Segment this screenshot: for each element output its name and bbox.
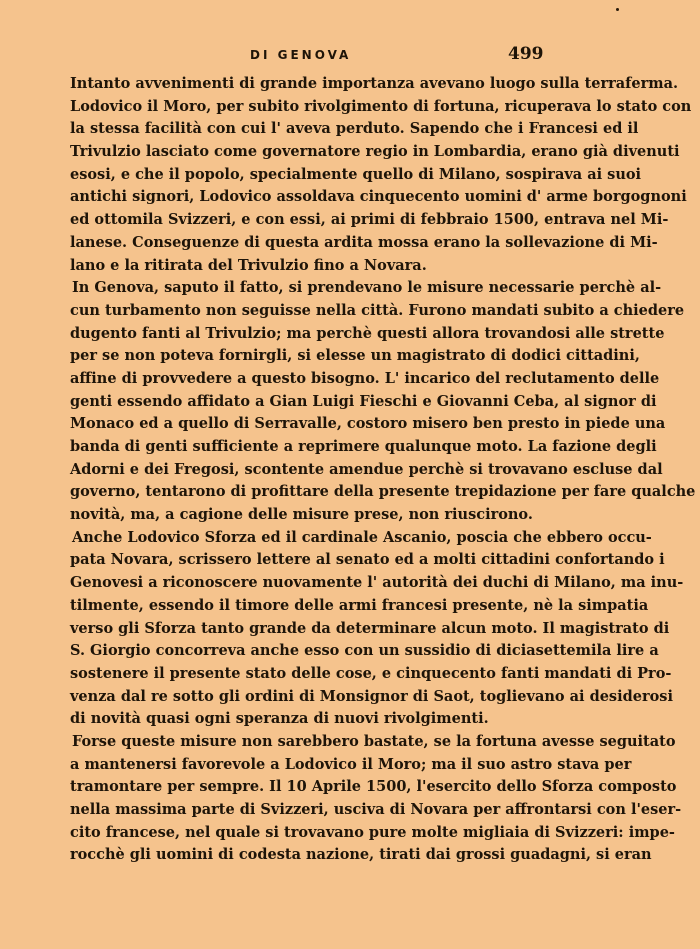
text-line: Trivulzio lasciato come governatore regio in Lombardia, erano già divenuti — [70, 143, 680, 161]
text-line: affine di provvedere a questo bisogno. L' incarico del reclutamento delle — [70, 369, 660, 387]
text-line: a mantenersi favorevole a Lodovico il Moro; ma il suo astro stava per — [70, 755, 632, 773]
page-header — [0, 44, 700, 68]
text-line: tilmente, essendo il timore delle armi francesi presente, nè la simpatia — [70, 596, 649, 614]
text-line: novità, ma, a cagione delle misure prese, non riuscirono. — [70, 506, 533, 524]
text-line: tramontare per sempre. Il 10 Aprile 1500, l'esercito dello Sforza composto — [70, 778, 677, 796]
ink-speck — [616, 8, 619, 11]
text-line: cito francese, nel quale si trovavano pure molte migliaia di Svizzeri: impe- — [70, 823, 675, 841]
text-line: Lodovico il Moro, per subito rivolgimento di fortuna, ricuperava lo stato con — [70, 97, 692, 115]
body-text — [70, 73, 696, 867]
text-line: banda di genti sufficiente a reprimere qualunque moto. La fazione degli — [70, 438, 657, 455]
text-line: lano e la ritirata del Trivulzio fino a Novara. — [70, 256, 427, 274]
text-line: venza dal re sotto gli ordini di Monsignor di Saot, toglievano ai desiderosi — [70, 687, 673, 705]
text-line: S. Giorgio concorreva anche esso con un sussidio di diciasettemila lire a — [70, 642, 659, 660]
text-line: ed ottomila Svizzeri, e con essi, ai primi di febbraio 1500, entrava nel Mi- — [70, 211, 669, 229]
text-line: Anche Lodovico Sforza ed il cardinale Ascanio, poscia che ebbero occu- — [72, 528, 652, 546]
text-line: antichi signori, Lodovico assoldava cinquecento uomini d' arme borgognoni — [70, 188, 687, 206]
page-number: 499 — [508, 44, 544, 64]
text-line: Genovesi a riconoscere nuovamente l' autorità dei duchi di Milano, ma inu- — [70, 574, 684, 592]
text-line: la stessa facilità con cui l' aveva perduto. Sapendo che i Francesi ed il — [70, 120, 639, 138]
text-line: cun turbamento non seguisse nella città. Furono mandati subito a chiedere — [70, 301, 685, 319]
text-line: dugento fanti al Trivulzio; ma perchè questi allora trovandosi alle strette — [70, 324, 665, 342]
text-line: In Genova, saputo il fatto, si prendevano le misure necessarie perchè al- — [72, 279, 662, 297]
text-line: rocchè gli uomini di codesta nazione, tirati dai grossi guadagni, si eran — [70, 846, 652, 864]
text-line: sostenere il presente stato delle cose, e cinquecento fanti mandati di Pro- — [70, 664, 672, 682]
text-line: lanese. Conseguenze di questa ardita mossa erano la sollevazione di Mi- — [70, 233, 658, 251]
text-line: governo, tentarono di profittare della presente trepidazione per fare qualche — [70, 483, 696, 501]
text-line: Adorni e dei Fregosi, scontente amendue perchè si trovavano escluse dal — [70, 460, 663, 478]
text-line: di novità quasi ogni speranza di nuovi rivolgimenti. — [70, 710, 489, 728]
text-line: nella massima parte di Svizzeri, usciva di Novara per affrontarsi con l'eser- — [70, 801, 682, 818]
text-line: genti essendo affidato a Gian Luigi Fieschi e Giovanni Ceba, al signor di — [70, 392, 657, 410]
text-line: Forse queste misure non sarebbero bastate, se la fortuna avesse seguitato — [72, 732, 676, 750]
text-line: esosi, e che il popolo, specialmente quello di Milano, sospirava ai suoi — [70, 165, 642, 183]
text-line: pata Novara, scrissero lettere al senato ed a molti cittadini confortando i — [70, 551, 665, 569]
text-line: Intanto avvenimenti di grande importanza avevano luogo sulla terraferma. — [70, 75, 679, 92]
text-line: Monaco ed a quello di Serravalle, costoro misero ben presto in piede una — [70, 415, 666, 433]
text-line: per se non poteva fornirgli, si elesse un magistrato di dodici cittadini, — [70, 347, 640, 365]
running-head: DI GENOVA — [250, 48, 352, 62]
text-line: verso gli Sforza tanto grande da determinare alcun moto. Il magistrato di — [70, 619, 670, 637]
